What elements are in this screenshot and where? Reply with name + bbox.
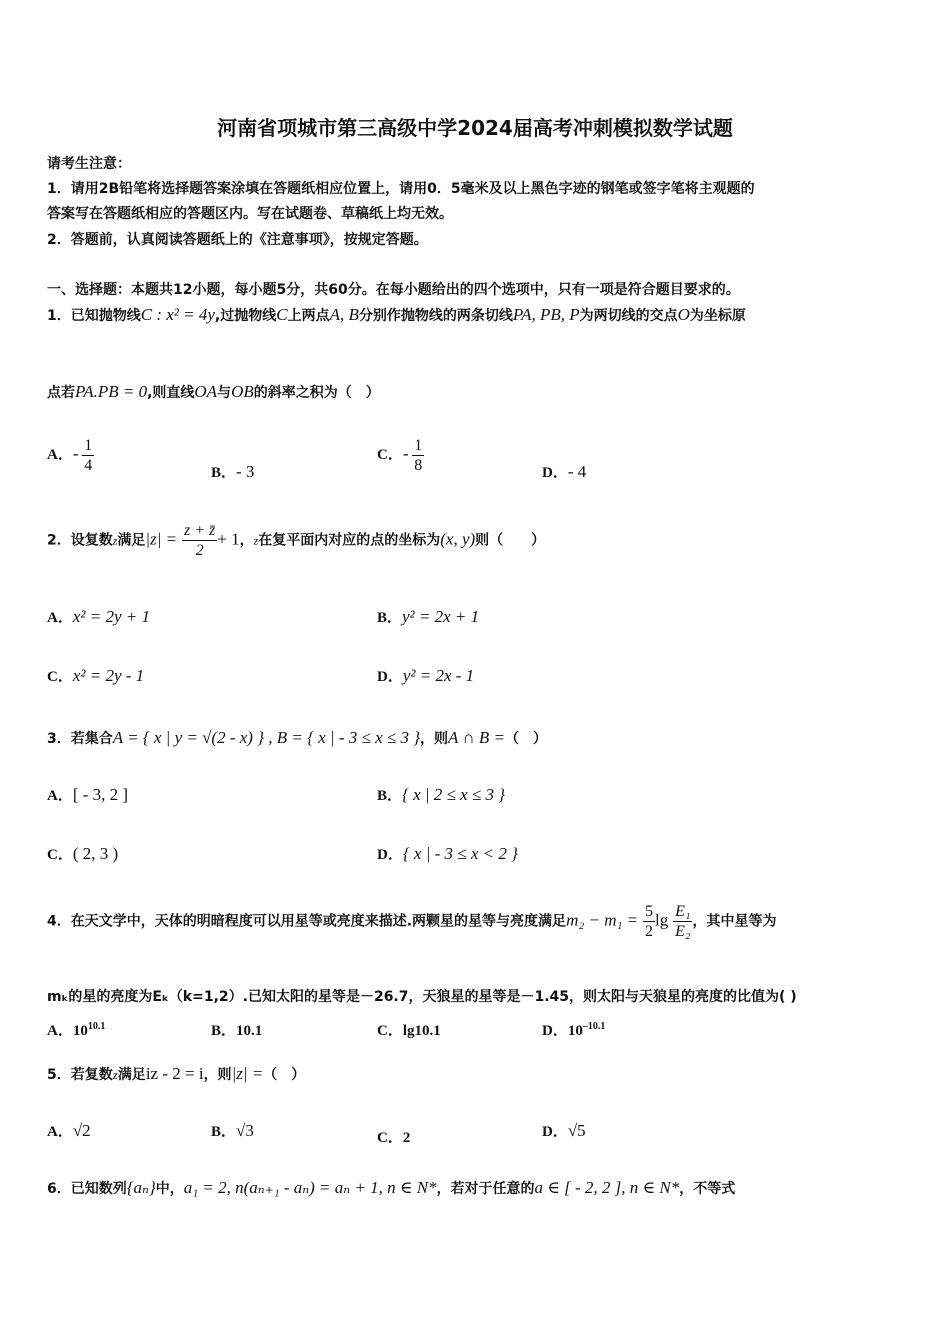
q3-option-d-label: D．: [377, 847, 403, 863]
q4-fraction-e1-e2: [673, 902, 692, 941]
q5-text-d: （ ）: [263, 1067, 306, 1083]
q1-text-i: 与: [217, 385, 232, 401]
q1-math-ob: OB: [231, 382, 254, 401]
q4-fraction-5-2: [643, 902, 655, 941]
q1-text-j: 的斜率之积为（ ）: [253, 385, 380, 401]
q2-text-d: 在复平面内对应的点的坐标为: [258, 532, 441, 549]
q4-fraction2-denominator: E₂: [675, 923, 691, 940]
q1-option-a-numerator: 1: [84, 437, 93, 454]
q2-option-a-value: x² = 2y + 1: [72, 607, 150, 626]
q2-option-b-value: y² = 2x + 1: [402, 607, 480, 626]
q5-option-a-label: A．: [47, 1124, 73, 1140]
q5-option-d[interactable]: [542, 1120, 586, 1141]
q5-math-z: z: [112, 1067, 118, 1082]
q4-option-a[interactable]: [47, 1019, 105, 1040]
q1-option-d-label: D．: [542, 465, 568, 481]
q1-math-dot: PA.PB = 0: [75, 382, 148, 401]
q1-text-f: 为坐标原: [689, 308, 746, 324]
question-6: [47, 1178, 735, 1198]
q5-option-b-label: B．: [211, 1124, 237, 1140]
q3-math-sets: A = { x | y = √(2 - x) } , B = { x | - 3 ≤ x ≤ 3 }: [112, 728, 421, 747]
q1-text-e: 为两切线的交点: [579, 308, 678, 324]
q5-math-equation: iz - 2 = i: [145, 1064, 204, 1083]
q2-option-d[interactable]: [377, 665, 474, 686]
q1-math-parabola: C : x² = 4y: [140, 305, 215, 324]
q6-text-c: ，若对于任意的: [436, 1181, 535, 1197]
q3-option-b-label: B．: [377, 788, 403, 804]
q1-text-b: ,过抛物线: [214, 308, 277, 324]
q3-option-c-value: ( 2, 3 ): [72, 844, 119, 863]
q2-option-b[interactable]: [377, 606, 479, 627]
q3-option-d[interactable]: [377, 843, 518, 864]
q1-math-o: O: [677, 305, 690, 324]
q2-math-z: z: [112, 533, 118, 548]
q4-option-d-exponent: –10.1: [582, 1021, 606, 1032]
question-3: [47, 728, 547, 748]
q1-math-papbp: PA, PB, P: [512, 305, 580, 324]
q2-text-e: 则（ ）: [475, 532, 546, 549]
q1-option-a[interactable]: [47, 436, 94, 475]
q2-option-c-label: C．: [47, 669, 73, 685]
q1-option-d-value: - 4: [567, 462, 587, 481]
q3-option-b-value: { x | 2 ≤ x ≤ 3 }: [402, 785, 506, 804]
q1-text-h: ,则直线: [147, 385, 195, 401]
question-1-line-1: [47, 305, 746, 325]
q2-fraction-denominator: 2: [195, 542, 204, 559]
q4-text-a: 4．在天文学中，天体的明暗程度可以用星等或亮度来描述.两颗星的星等与亮度满足: [47, 913, 567, 930]
q5-text-b: 满足: [117, 1067, 146, 1083]
q1-text-g: 点若: [47, 385, 75, 401]
notice-line-2: 答案写在答题纸相应的答题区内。写在试题卷、草稿纸上均无效。: [47, 206, 453, 222]
q1-option-a-label: A．: [47, 446, 73, 463]
q1-option-a-denominator: 4: [84, 457, 93, 474]
q1-option-b-value: - 3: [236, 462, 255, 481]
q4-option-d[interactable]: [542, 1019, 605, 1040]
q3-text-c: （ ）: [505, 731, 547, 747]
notice-line-1: 1．请用2B铅笔将选择题答案涂填在答题纸相应位置上，请用0．5毫米及以上黑色字迹的钢笔或签字笔将主观题的: [47, 181, 755, 197]
q5-text-c: ，则: [203, 1067, 232, 1083]
q4-fraction-denominator: 2: [645, 923, 654, 940]
q1-option-b-label: B．: [211, 465, 237, 481]
q1-option-c-fraction: [412, 436, 424, 475]
q3-option-a-value: [ - 3, 2 ]: [72, 785, 129, 804]
q3-option-d-value: { x | - 3 ≤ x < 2 }: [402, 844, 518, 863]
q1-option-c-denominator: 8: [414, 457, 423, 474]
q3-text-a: 3．若集合: [47, 731, 113, 747]
q2-math-abs: |z| =: [145, 529, 178, 549]
q2-math-xy: (x, y): [440, 529, 476, 549]
q4-option-a-label: A．10: [47, 1023, 88, 1039]
q1-option-a-fraction: [82, 436, 94, 475]
q3-option-a[interactable]: [47, 784, 128, 805]
notice-heading: 请考生注意：: [47, 156, 131, 172]
q1-text-c: 上两点: [287, 308, 330, 324]
q6-math-recurrence: a₁ = 2, n(aₙ₊₁ - aₙ) = aₙ + 1, n ∈ N*: [183, 1178, 437, 1197]
q1-math-c: C: [276, 305, 288, 324]
q6-text-b: 中，: [155, 1181, 184, 1197]
q2-text-a: 2．设复数: [47, 532, 113, 549]
q1-option-c-sign: -: [402, 443, 409, 463]
q3-option-b[interactable]: [377, 784, 505, 805]
q2-fraction: [182, 521, 217, 560]
q2-math-z2: z: [253, 533, 259, 548]
notice-line-3: 2．答题前，认真阅读答题纸上的《注意事项》，按规定答题。: [47, 232, 428, 248]
q4-math-left: m₂ − m₁ =: [566, 910, 639, 930]
q4-option-c[interactable]: C．lg10.1: [377, 1023, 441, 1039]
q2-option-d-value: y² = 2x - 1: [402, 666, 475, 685]
q2-option-c-value: x² = 2y - 1: [72, 666, 145, 685]
q5-option-b[interactable]: [211, 1120, 254, 1141]
q2-math-plus: + 1: [217, 529, 240, 549]
q1-option-c-numerator: 1: [414, 437, 423, 454]
q6-math-condition: a ∈ [ - 2, 2 ], n ∈ N*: [534, 1178, 680, 1197]
q4-option-a-exponent: 10.1: [87, 1021, 106, 1032]
q1-option-c-label: C．: [377, 446, 403, 463]
q5-option-d-label: D．: [542, 1124, 568, 1140]
q4-math-lg: lg: [655, 910, 669, 930]
q5-option-b-value: √3: [236, 1121, 254, 1140]
section-heading: 一、选择题：本题共12小题，每小题5分，共60分。在每小题给出的四个选项中，只有一项是符合题目要求的。: [47, 282, 740, 298]
q3-option-a-label: A．: [47, 788, 73, 804]
q3-option-c-label: C．: [47, 847, 73, 863]
q2-option-b-label: B．: [377, 610, 403, 626]
question-4-line-2: mₖ的星的亮度为Eₖ（k=1,2）.已知太阳的星等是－26.7，天狼星的星等是－1.45，则太阳与天狼星的亮度的比值为( ): [47, 989, 797, 1005]
q4-fraction2-numerator: E₁: [675, 903, 691, 920]
q5-option-c[interactable]: C．2: [377, 1130, 411, 1146]
q2-option-a-label: A．: [47, 610, 73, 626]
q1-option-b[interactable]: [211, 461, 254, 482]
q6-text-d: ，不等式: [679, 1181, 736, 1197]
q4-text-b: ，其中星等为: [692, 913, 777, 930]
q5-math-abs: |z| =: [231, 1064, 264, 1083]
question-5: [47, 1064, 305, 1084]
page-title: 河南省项城市第三高级中学2024届高考冲刺模拟数学试题: [217, 116, 733, 140]
q3-math-intersection: A ∩ B =: [448, 728, 505, 747]
q2-option-a[interactable]: [47, 606, 150, 627]
q5-option-a-value: √2: [72, 1121, 91, 1140]
q2-text-b: 满足: [117, 532, 146, 549]
q1-text-d: 分别作抛物线的两条切线: [358, 308, 513, 324]
q3-option-c[interactable]: [47, 843, 118, 864]
q5-text-a: 5．若复数: [47, 1067, 113, 1083]
q1-text-a: 1．已知抛物线: [47, 308, 141, 324]
q1-option-c[interactable]: [377, 436, 424, 475]
question-4-line-1: [47, 902, 776, 941]
question-2: [47, 521, 545, 560]
q4-fraction-numerator: 5: [645, 903, 654, 920]
q2-option-d-label: D．: [377, 669, 403, 685]
q1-option-a-sign: -: [72, 443, 79, 463]
q6-math-sequence: {aₙ}: [126, 1178, 156, 1197]
q1-math-oa: OA: [194, 382, 218, 401]
q5-option-d-value: √5: [567, 1121, 586, 1140]
q1-math-ab: A, B: [329, 305, 359, 324]
q2-option-c[interactable]: [47, 665, 144, 686]
q4-option-d-label: D．10: [542, 1023, 583, 1039]
question-1-line-2: [47, 382, 380, 402]
q2-fraction-numerator: z + z̄: [183, 522, 216, 539]
q6-text-a: 6．已知数列: [47, 1181, 127, 1197]
q3-text-b: ，则: [420, 731, 449, 747]
q2-text-c: ，: [239, 532, 254, 549]
q5-option-a[interactable]: [47, 1120, 91, 1141]
q4-option-b[interactable]: B．10.1: [211, 1023, 263, 1039]
q1-option-d[interactable]: [542, 461, 586, 482]
